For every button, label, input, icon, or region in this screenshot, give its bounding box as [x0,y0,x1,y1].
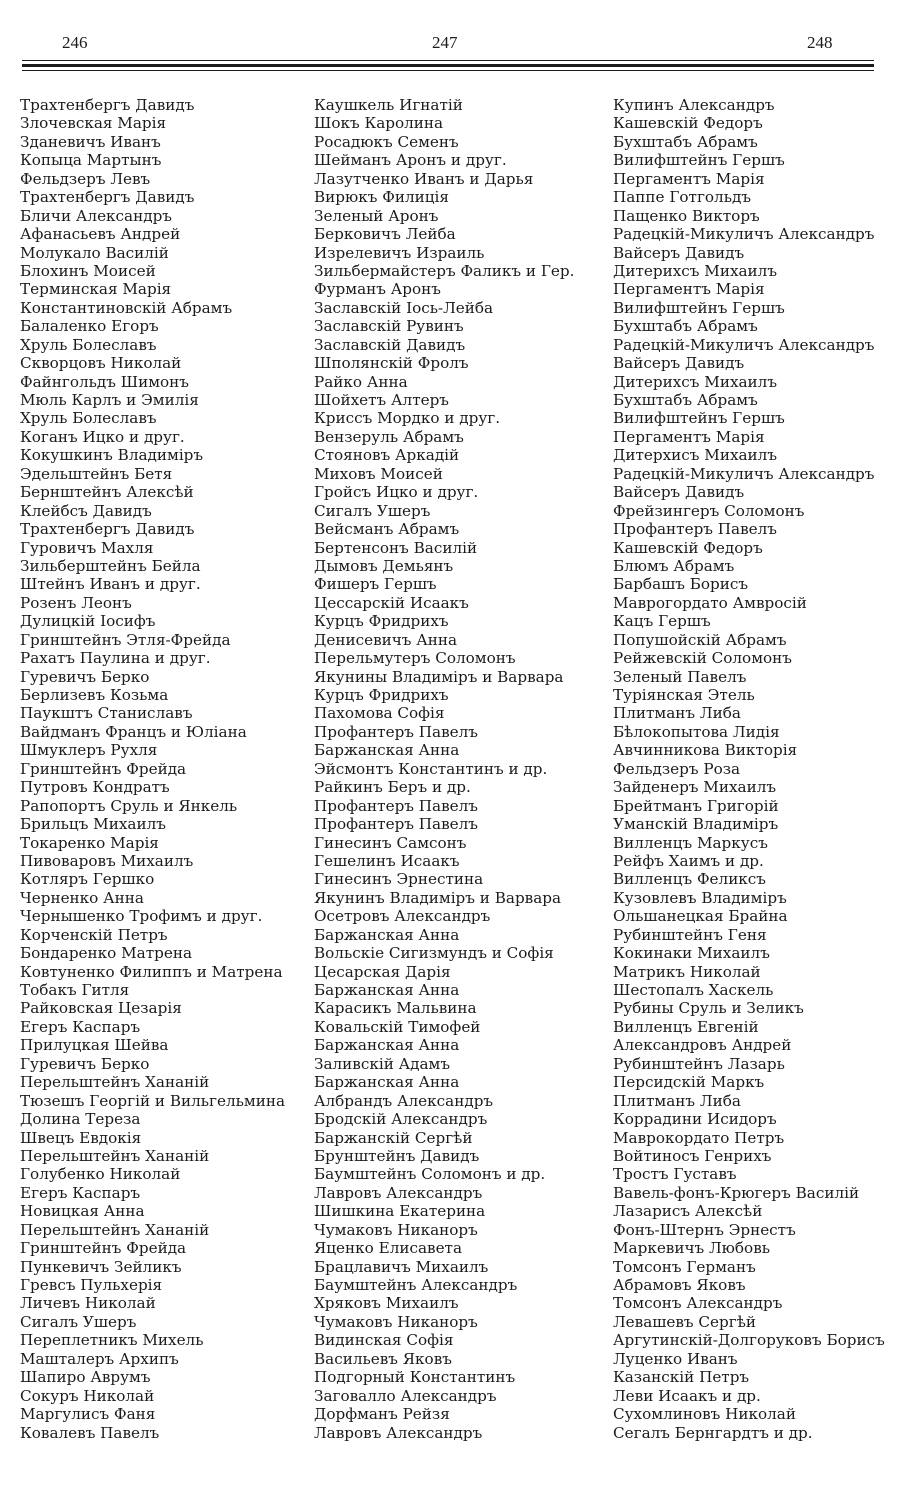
name-entry: Фонъ-Штернъ Эрнестъ [613,1220,796,1239]
name-entry: Перельмутеръ Соломонъ [314,649,516,668]
name-entry: Путровъ Кондратъ [20,778,170,797]
name-entry: Прилуцкая Шейва [20,1036,169,1055]
name-entry: Абрамовъ Яковъ [613,1276,746,1294]
name-entry: Вилифштейнъ Гершъ [613,409,785,428]
name-entry: Шапиро Аврумъ [20,1368,151,1387]
name-entry: Левашевъ Сергѣй [613,1312,756,1331]
name-entry: Стояновъ Аркадій [314,446,460,465]
name-entry: Барбашъ Борисъ [613,575,749,594]
name-entry: Дитерхисъ Михаилъ [613,446,777,465]
name-entry: Осетровъ Александръ [314,907,491,926]
name-entry: Рахатъ Паулина и друг. [20,649,211,668]
name-entry: Балаленко Егоръ [20,317,159,336]
name-entry: Маврокордато Петръ [613,1128,785,1147]
name-entry: Шестопалъ Хаскель [613,981,774,999]
name-entry: Паукштъ Станиславъ [20,704,193,723]
name-entry: Криссъ Мордко и друг. [314,409,501,428]
name-entry: Берковичъ Лейба [314,225,456,244]
name-entry: Брейтманъ Григорій [613,796,779,815]
name-entry: Хряковъ Михаилъ [314,1294,459,1313]
name-entry: Сегалъ Бернгардтъ и др. [613,1423,813,1442]
name-entry: Гешелинъ Исаакъ [314,851,460,870]
page-number-middle: 247 [432,33,458,52]
name-entry: Зданевичъ Иванъ [20,132,161,151]
name-entry: Матрикъ Николай [613,962,761,981]
name-entry: Пергаментъ Марія [613,169,765,188]
name-entry: Кокинаки Михаилъ [613,944,770,963]
name-entry: Копыца Мартынъ [20,151,162,170]
name-entry: Гуревичъ Берко [20,1054,150,1073]
name-entry: Новицкая Анна [20,1202,145,1221]
name-entry: Коррадини Исидоръ [613,1110,777,1129]
name-entry: Чумаковъ Никаноръ [314,1220,478,1239]
name-entry: Гройсъ Ицко и друг. [314,483,479,502]
name-entry: Фельдзеръ Роза [613,759,741,778]
name-entry: Видинская Софія [314,1331,454,1350]
name-entry: Заливскій Адамъ [314,1054,451,1073]
name-entry: Пахомова Софія [314,704,445,723]
name-entry: Ковтуненко Филиппъ и Матрена [20,962,283,981]
name-entry: Блохинъ Моисей [20,261,156,280]
name-entry: Васильевъ Яковъ [314,1349,452,1368]
name-entry: Профантеръ Павелъ [314,796,478,815]
name-entry: Рубины Сруль и Зеликъ [613,999,804,1018]
name-entry: Хруль Болеславъ [20,335,157,354]
name-entry: Перельштейнъ Хананій [20,1073,210,1092]
name-entry: Голубенко Николай [20,1165,181,1184]
name-entry: Райко Анна [314,372,408,391]
name-entry: Кузовлевъ Владиміръ [613,888,787,907]
name-entry: Константиновскій Абрамъ [20,298,233,317]
name-entry: Албрандъ Александръ [314,1091,494,1110]
name-entry: Райкинъ Беръ и др. [314,778,471,797]
name-entry: Гревсъ Пульхерія [20,1276,163,1294]
name-entry: Профантеръ Павелъ [314,722,478,741]
name-entry: Якунинъ Владиміръ и Варвара [314,888,562,907]
name-entry: Подгорный Константинъ [314,1368,516,1387]
name-entry: Сигалъ Ушеръ [20,1312,137,1331]
name-entry: Брацлавичъ Михаилъ [314,1257,489,1276]
name-entry: Лавровъ Александръ [314,1423,483,1442]
name-entry: Александровъ Андрей [613,1036,792,1055]
name-entry: Томсонъ Александръ [613,1294,783,1313]
name-entry: Сокуръ Николай [20,1386,155,1405]
name-entry: Дымовъ Демьянъ [314,556,454,575]
name-entry: Машталеръ Архипъ [20,1349,179,1368]
name-entry: Томсонъ Германъ [613,1257,756,1276]
name-entry: Маркевичъ Любовь [613,1239,771,1258]
name-entry: Леви Исаакъ и др. [613,1386,761,1405]
name-entry: Луценко Иванъ [613,1349,738,1368]
name-entry: Бондаренко Матрена [20,944,193,963]
name-entry: Вилифштейнъ Гершъ [613,151,785,170]
name-entry: Бродскій Александръ [314,1110,488,1129]
name-entry: Баумштейнъ Александръ [314,1276,518,1294]
name-entry: Бухштабъ Абрамъ [613,132,758,151]
name-entry: Гуревичъ Берко [20,667,150,686]
name-entry: Личевъ Николай [20,1294,156,1313]
name-entry: Изрелевичъ Израиль [314,243,485,262]
name-entry: Сигалъ Ушеръ [314,501,431,520]
name-entry: Бернштейнъ Алексѣй [20,483,194,502]
name-entry: Вольскіе Сигизмундъ и Софія [314,944,554,963]
name-entry: Каушкель Игнатій [314,96,463,114]
name-entry: Бухштабъ Абрамъ [613,391,758,409]
name-entry: Эйсмонтъ Константинъ и др. [314,759,548,778]
name-entry: Дорфманъ Рейзя [314,1405,450,1424]
name-entry: Ковальскій Тимофей [314,1017,481,1036]
name-entry: Швецъ Евдокія [20,1128,142,1147]
name-entry: Дитерихсъ Михаилъ [613,372,777,391]
name-entry: Пункевичъ Зейликъ [20,1257,182,1276]
name-entry: Ольшанецкая Брайна [613,907,788,926]
name-entry: Коганъ Ицко и друг. [20,427,185,446]
name-entry: Персидскій Маркъ [613,1073,765,1092]
name-entry: Лазутченко Иванъ и Дарья [314,169,534,188]
name-entry: Кашевскій Федоръ [613,114,763,133]
name-entry: Терминская Марія [20,280,172,299]
name-entry: Егеръ Каспаръ [20,1017,141,1036]
name-entry: Гринштейнъ Этля-Фрейда [20,630,231,649]
name-entry: Вайсеръ Давидъ [613,483,745,502]
name-entry: Шокъ Каролина [314,114,444,133]
name-entry: Фельдзеръ Левъ [20,169,151,188]
name-entry: Трахтенбергъ Давидъ [20,96,195,114]
name-entry: Котляръ Гершко [20,870,155,889]
name-entry: Злочевская Марія [20,114,167,133]
name-entry: Вайдманъ Францъ и Юліана [20,722,247,741]
name-entry: Денисевичъ Анна [314,630,458,649]
name-entry: Фрейзингеръ Соломонъ [613,501,805,520]
name-entry: Купинъ Александръ [613,96,775,114]
name-entry: Авчинникова Викторія [613,741,798,760]
name-entry: Радецкій-Микуличъ Александръ [613,335,875,354]
name-entry: Курцъ Фридрихъ [314,686,449,704]
name-entry: Баржанская Анна [314,1036,460,1055]
name-entry: Баумштейнъ Соломонъ и др. [314,1165,546,1184]
name-column-middle [314,96,606,1442]
name-entry: Зильбермайстеръ Фаликъ и Гер. [314,261,575,280]
name-entry: Трахтенбергъ Давидъ [20,188,195,207]
name-entry: Профантеръ Павелъ [314,815,478,834]
name-entry: Туріянская Этель [613,686,755,704]
name-entry: Бухштабъ Абрамъ [613,317,758,336]
name-entry: Блюмъ Абрамъ [613,556,735,575]
name-entry: Хруль Болеславъ [20,409,157,428]
name-entry: Бличи Александръ [20,206,172,225]
name-entry: Плитманъ Либа [613,1091,741,1110]
name-entry: Долина Тереза [20,1110,141,1129]
name-entry: Файнгольдъ Шимонъ [20,372,189,391]
name-entry: Гринштейнъ Фрейда [20,1239,187,1258]
name-column-left [20,96,305,1442]
name-entry: Гинесинъ Самсонъ [314,833,467,852]
name-entry: Бѣлокопытова Лидія [613,722,780,741]
name-entry: Вирюкъ Филиція [314,188,449,207]
page-header [0,0,900,70]
name-entry: Радецкій-Микуличъ Александръ [613,464,875,483]
name-entry: Пивоваровъ Михаилъ [20,851,194,870]
name-entry: Росадюкъ Семенъ [314,132,459,151]
name-entry: Перельштейнъ Хананій [20,1220,210,1239]
name-entry: Егеръ Каспаръ [20,1183,141,1202]
name-entry: Маргулисъ Фаня [20,1405,156,1424]
name-entry: Молукало Василій [20,243,169,262]
name-entry: Яценко Елисавета [314,1239,463,1258]
name-entry: Миховъ Моисей [314,464,443,483]
name-entry: Тюзешъ Георгій и Вильгельмина [20,1091,286,1110]
name-entry: Радецкій-Микуличъ Александръ [613,225,875,244]
name-entry: Берлизевъ Козьма [20,686,169,704]
name-entry: Войтиносъ Генрихъ [613,1146,772,1165]
name-entry: Гуровичъ Махля [20,538,154,557]
name-entry: Рубинштейнъ Лазарь [613,1054,785,1073]
name-entry: Вайсеръ Давидъ [613,354,745,373]
name-column-right [613,96,893,1442]
name-entry: Скворцовъ Николай [20,354,182,373]
header-rule-thick [22,64,874,67]
name-entry: Цессарскій Исаакъ [314,593,469,612]
name-entry: Шполянскій Фролъ [314,354,469,373]
name-entry: Дитерихсъ Михаилъ [613,261,777,280]
name-entry: Рейжевскій Соломонъ [613,649,792,668]
name-entry: Чумаковъ Никаноръ [314,1312,478,1331]
name-entry: Клейбсъ Давидъ [20,501,152,520]
name-entry: Баржанскій Сергѣй [314,1128,473,1147]
name-entry: Брильцъ Михаилъ [20,815,166,834]
name-entry: Вайсеръ Давидъ [613,243,745,262]
name-entry: Корченскій Петръ [20,925,168,944]
name-entry: Черненко Анна [20,888,144,907]
name-entry: Афанасьевъ Андрей [20,225,181,244]
name-entry: Профантеръ Павелъ [613,520,777,539]
name-entry: Пащенко Викторъ [613,206,760,225]
header-rule-bottom [22,70,874,71]
name-entry: Заславскій Рувинъ [314,317,464,336]
name-entry: Пергаментъ Марія [613,280,765,299]
name-entry: Эдельштейнъ Бетя [20,464,173,483]
name-entry: Баржанская Анна [314,925,460,944]
name-entry: Перельштейнъ Хананій [20,1146,210,1165]
name-entry: Зеленый Павелъ [613,667,747,686]
name-entry: Маврогордато Амвросій [613,593,807,612]
name-entry: Ковалевъ Павелъ [20,1423,160,1442]
name-entry: Фишеръ Гершъ [314,575,437,594]
name-entry: Дулицкій Іосифъ [20,612,156,631]
name-entry: Бертенсонъ Василій [314,538,478,557]
name-entry: Попушойскій Абрамъ [613,630,787,649]
name-entry: Карасикъ Мальвина [314,999,477,1018]
name-entry: Шишкина Екатерина [314,1202,486,1221]
name-entry: Рубинштейнъ Геня [613,925,767,944]
name-entry: Вензеруль Абрамъ [314,427,464,446]
name-entry: Вилленцъ Евгеній [613,1017,759,1036]
name-entry: Фурманъ Аронъ [314,280,441,299]
name-entry: Баржанская Анна [314,1073,460,1092]
name-entry: Курцъ Фридрихъ [314,612,449,631]
name-entry: Заговалло Александръ [314,1386,497,1405]
name-entry: Райковская Цезарія [20,999,182,1018]
name-entry: Вилленцъ Феликсъ [613,870,766,889]
name-entry: Якунины Владиміръ и Варвара [314,667,564,686]
name-entry: Кашевскій Федоръ [613,538,763,557]
name-entry: Сухомлиновъ Николай [613,1405,796,1424]
name-entry: Вавель-фонъ-Крюгеръ Василій [613,1183,860,1202]
name-entry: Цесарская Дарія [314,962,451,981]
name-entry: Кацъ Гершъ [613,612,711,631]
name-entry: Мюль Карлъ и Эмилія [20,391,199,409]
name-entry: Гринштейнъ Фрейда [20,759,187,778]
name-entry: Брунштейнъ Давидъ [314,1146,480,1165]
name-entry: Гинесинъ Эрнестина [314,870,484,889]
name-entry: Токаренко Марія [20,833,159,852]
name-entry: Лавровъ Александръ [314,1183,483,1202]
name-entry: Баржанская Анна [314,981,460,999]
header-rule-top [22,60,874,61]
name-entry: Штейнъ Иванъ и друг. [20,575,201,594]
name-entry: Зайденеръ Михаилъ [613,778,777,797]
name-entry: Пергаментъ Марія [613,427,765,446]
name-entry: Шмуклеръ Рухля [20,741,158,760]
name-entry: Аргутинскій-Долгоруковъ Борисъ [613,1331,885,1350]
name-entry: Казанскій Петръ [613,1368,750,1387]
name-entry: Чернышенко Трофимъ и друг. [20,907,263,926]
name-entry: Тростъ Густавъ [613,1165,737,1184]
name-entry: Зильберштейнъ Бейла [20,556,201,575]
name-entry: Рейфъ Хаимъ и др. [613,851,764,870]
name-entry: Шейманъ Аронъ и друг. [314,151,507,170]
name-entry: Переплетникъ Михель [20,1331,204,1350]
name-entry: Лазарисъ Алексѣй [613,1202,763,1221]
name-entry: Заславскій Іось-Лейба [314,298,494,317]
name-entry: Тобакъ Гитля [20,981,130,999]
name-entry: Заславскій Давидъ [314,335,466,354]
name-entry: Рапопортъ Сруль и Янкель [20,796,238,815]
name-entry: Шойхетъ Алтеръ [314,391,449,409]
name-entry: Уманскій Владиміръ [613,815,779,834]
name-entry: Вилленцъ Маркусъ [613,833,768,852]
name-entry: Вейсманъ Абрамъ [314,520,460,539]
name-entry: Плитманъ Либа [613,704,741,723]
name-entry: Баржанская Анна [314,741,460,760]
page-number-left: 246 [62,33,88,52]
name-entry: Розенъ Леонъ [20,593,132,612]
name-entry: Паппе Готгольдъ [613,188,751,207]
page-number-right: 248 [807,33,833,52]
name-entry: Кокушкинъ Владиміръ [20,446,204,465]
name-entry: Вилифштейнъ Гершъ [613,298,785,317]
name-entry: Зеленый Аронъ [314,206,439,225]
name-entry: Трахтенбергъ Давидъ [20,520,195,539]
